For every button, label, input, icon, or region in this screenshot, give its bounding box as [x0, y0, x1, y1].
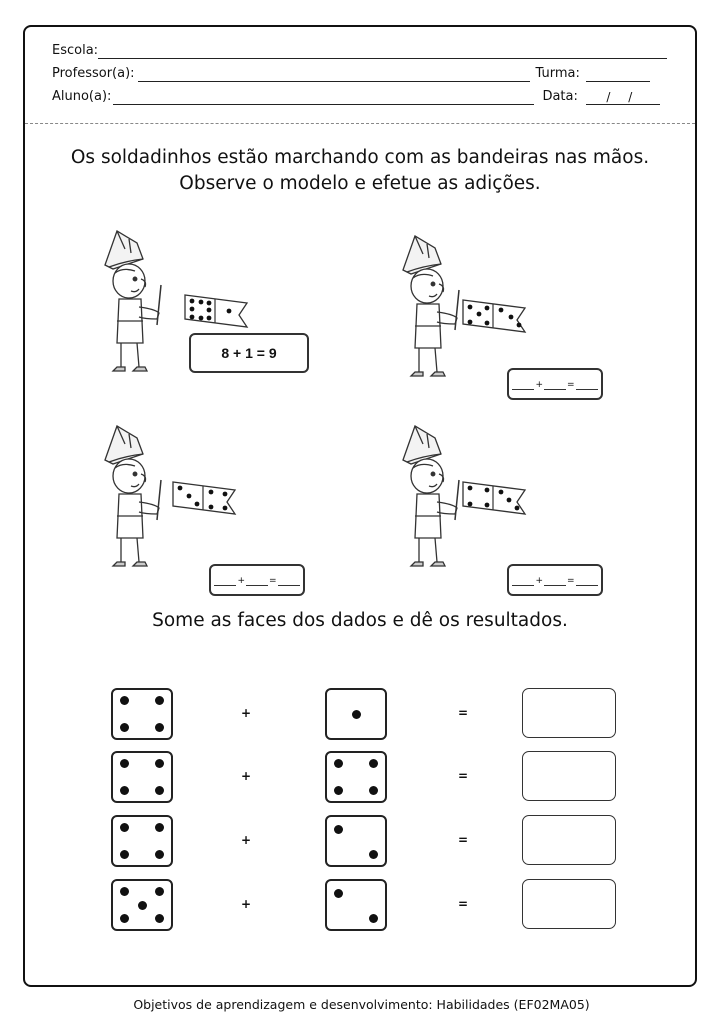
footer-text: Objetivos de aprendizagem e desenvolvimento: Habilidades (EF02MA05) [133, 997, 590, 1012]
soldier-cell-1 [95, 225, 355, 385]
die-pip [155, 786, 164, 795]
plus-sign: + [240, 769, 252, 783]
section1-title-line1: Os soldadinhos estão marchando com as bandeiras nas mãos. [70, 147, 650, 168]
die-pip [334, 825, 343, 834]
die-face [111, 751, 173, 803]
aluno-label: Aluno(a): [52, 89, 112, 104]
die-pip [334, 786, 343, 795]
soldier-cell-4 [393, 420, 653, 586]
equals-sign: = [457, 706, 469, 720]
die-pip [138, 901, 147, 910]
turma-label: Turma: [535, 66, 580, 81]
die-pip [155, 914, 164, 923]
soldier-cell-2 [393, 230, 653, 390]
die-pip [120, 914, 129, 923]
die-pip [369, 759, 378, 768]
equals-sign: = [457, 769, 469, 783]
data-label: Data: [542, 89, 578, 104]
die-pip [155, 850, 164, 859]
equals-sign: = [457, 897, 469, 911]
die-face [325, 688, 387, 740]
die-pip [120, 759, 129, 768]
die-pip [155, 696, 164, 705]
escola-field[interactable] [98, 45, 667, 59]
die-face [111, 688, 173, 740]
die-pip [369, 786, 378, 795]
answer-box[interactable] [522, 751, 616, 801]
plus-sign: + [240, 897, 252, 911]
section1-title-line2: Observe o modelo e efetue as adições. [179, 173, 541, 194]
answer-box[interactable] [522, 815, 616, 865]
die-pip [120, 696, 129, 705]
model-equation-box: 8 + 1 = 9 [189, 333, 309, 373]
die-pip [120, 850, 129, 859]
soldier-cell-3 [95, 420, 355, 586]
plus-sign: + [240, 833, 252, 847]
aluno-field[interactable] [113, 91, 534, 105]
die-pip [120, 823, 129, 832]
domino-flag [181, 287, 261, 337]
aluno-row [52, 89, 660, 105]
die-face [325, 879, 387, 931]
die-face [325, 815, 387, 867]
die-face [111, 815, 173, 867]
turma-field[interactable] [586, 68, 650, 82]
answer-equation-box[interactable]: + = [507, 564, 603, 596]
die-pip [334, 759, 343, 768]
domino-flag [459, 474, 539, 524]
die-pip [120, 887, 129, 896]
die-pip [155, 759, 164, 768]
dashed-separator [25, 123, 695, 124]
die-face [111, 879, 173, 931]
domino-flag [169, 474, 249, 524]
escola-label: Escola: [52, 43, 99, 58]
section2-title: Some as faces dos dados e dê os resultados. [152, 610, 568, 631]
data-field[interactable]: / / [586, 89, 660, 105]
answer-equation-box[interactable]: + = [209, 564, 305, 596]
die-pip [155, 823, 164, 832]
equals-sign: = [457, 833, 469, 847]
answer-box[interactable] [522, 688, 616, 738]
die-pip [369, 914, 378, 923]
die-pip [120, 723, 129, 732]
die-pip [120, 786, 129, 795]
professor-label: Professor(a): [52, 66, 135, 81]
die-pip [155, 723, 164, 732]
answer-equation-box[interactable]: + = [507, 368, 603, 400]
worksheet-frame [23, 25, 697, 987]
die-pip [334, 889, 343, 898]
professor-row [52, 66, 650, 82]
domino-flag [459, 292, 539, 342]
die-face [325, 751, 387, 803]
die-pip [369, 850, 378, 859]
plus-sign: + [240, 706, 252, 720]
die-pip [352, 710, 361, 719]
professor-field[interactable] [138, 68, 530, 82]
answer-box[interactable] [522, 879, 616, 929]
die-pip [155, 887, 164, 896]
escola-row [52, 43, 667, 59]
